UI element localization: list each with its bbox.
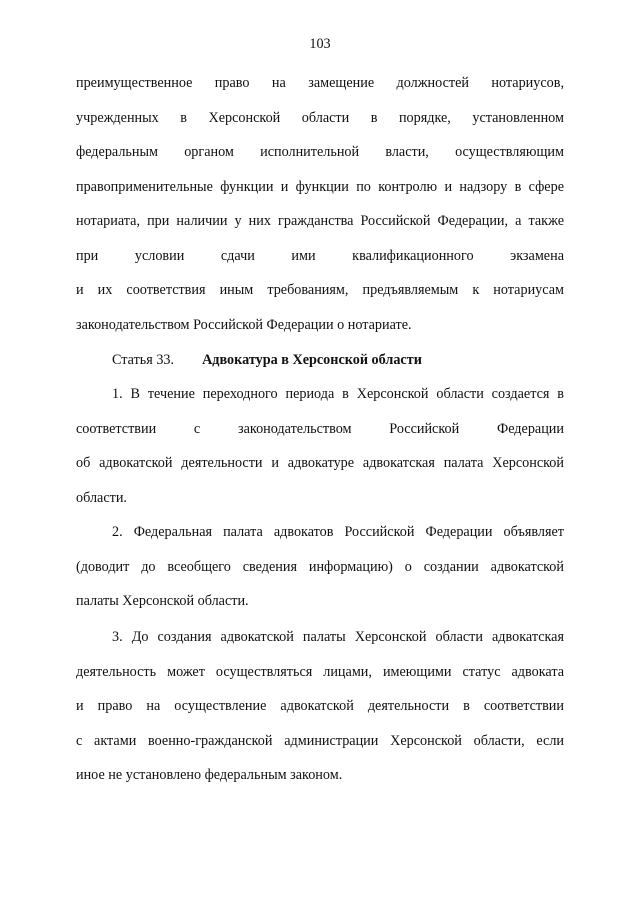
text-line: об адвокатской деятельности и адвокатуре адвокатская палата Херсонской [76, 455, 564, 471]
text-line: иное не установлено федеральным законом. [76, 767, 343, 783]
text-line: деятельность может осуществляться лицами, имеющими статус адвоката [76, 663, 564, 680]
text-line: 2. Федеральная палата адвокатов Российской Федерации объявляет [112, 524, 564, 540]
article-heading [112, 343, 422, 378]
text-line: федеральным органом исполнительной власти, осуществляющим [76, 144, 564, 160]
text-line: нотариата, при наличии у них гражданства Российской Федерации, а также [76, 213, 564, 229]
text-line: соответствии с законодательством Российской Федерации [76, 420, 564, 437]
text-line: учрежденных в Херсонской области в порядке, установленном [76, 109, 564, 126]
clause-1 [76, 377, 564, 515]
text-line: (доводит до всеобщего сведения информацию) о создании адвокатской [76, 558, 564, 575]
text-line: правоприменительные функции и функции по контролю и надзору в сфере [76, 178, 564, 195]
article-number: Статья 33. [112, 352, 175, 368]
text-line: палаты Херсонской области. [76, 593, 249, 609]
text-line: и право на осуществление адвокатской деятельности в соответствии [76, 698, 564, 714]
page-number: 103 [309, 36, 331, 52]
text-line: при условии сдачи ими квалификационного экзамена [76, 247, 564, 264]
text-line: с актами военно-гражданской администрации Херсонской области, если [76, 732, 564, 749]
text-line: законодательством Российской Федерации о нотариате. [76, 316, 412, 333]
clause-3 [76, 620, 564, 793]
text-line: и их соответствия иным требованиям, предъявляемым к нотариусам [76, 282, 564, 298]
text-line: преимущественное право на замещение должностей нотариусов, [76, 75, 564, 91]
article-title: Адвокатура в Херсонской области [202, 352, 422, 368]
text-line: 3. До создания адвокатской палаты Херсонской области адвокатская [112, 629, 564, 645]
text-line: 1. В течение переходного периода в Херсонской области создается в [112, 386, 564, 402]
clause-2 [76, 515, 564, 619]
paragraph-intro [76, 66, 564, 342]
text-line: области. [76, 489, 127, 506]
